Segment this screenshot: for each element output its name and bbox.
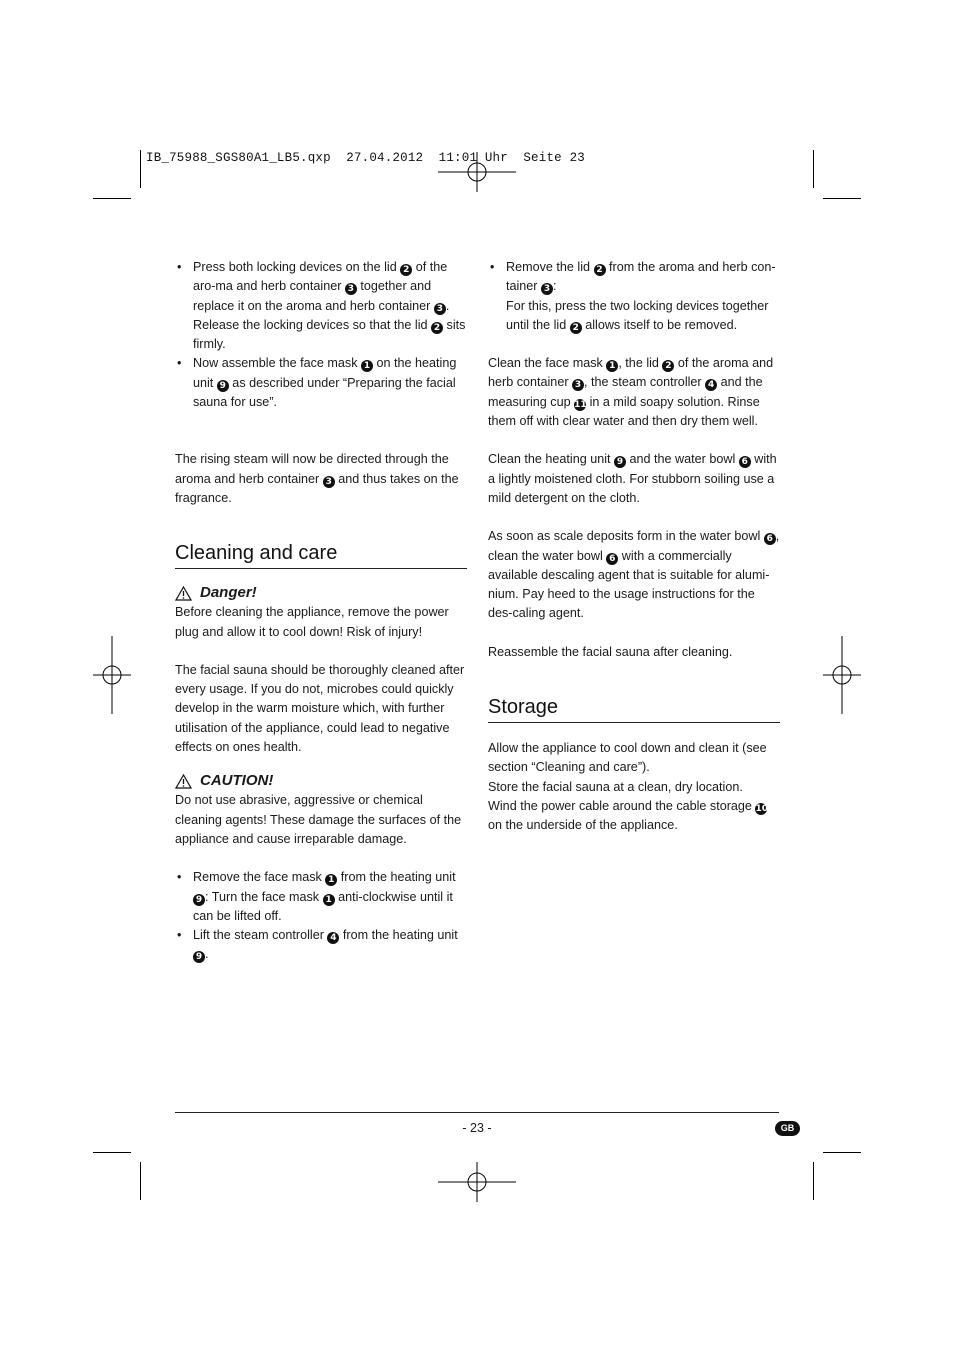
part-number: 9 [614, 456, 626, 468]
registration-mark-top [438, 152, 516, 192]
registration-mark-right [823, 636, 861, 714]
part-number: 9 [193, 951, 205, 963]
crop-mark [140, 1162, 141, 1200]
clean-heating-paragraph: Clean the heating unit 9 and the water bowl 6 with a lightly moistened cloth. For stubborn soiling use a mild detergent on the cloth. [488, 452, 777, 505]
part-number: 6 [764, 533, 776, 545]
crop-mark [140, 150, 141, 188]
part-number: 2 [431, 322, 443, 334]
part-number: 2 [594, 264, 606, 276]
crop-mark [813, 1162, 814, 1200]
crop-mark [823, 198, 861, 199]
crop-mark [93, 198, 131, 199]
part-number: 3 [323, 476, 335, 488]
steam-paragraph: The rising steam will now be directed through the aroma and herb container 3 and thus takes on the fragrance. [175, 452, 459, 505]
crop-mark [93, 1152, 131, 1153]
part-number: 1 [606, 360, 618, 372]
right-column [488, 258, 780, 836]
storage-heading: Storage [488, 694, 780, 723]
part-number: 3 [345, 283, 357, 295]
caution-text: Do not use abrasive, aggressive or chemical cleaning agents! These damage the surfaces of the appliance and cause irreparable damage. [175, 793, 462, 846]
part-number: 3 [541, 283, 553, 295]
part-number: 4 [705, 379, 717, 391]
part-number: 1 [325, 874, 337, 886]
part-number: 9 [217, 380, 229, 392]
list-item: • Now assemble the face mask 1 on the heating unit 9 as described under “Preparing the facial sauna for use”. [175, 354, 467, 412]
list-item: • Press both locking devices on the lid 2 of the aro-ma and herb container 3 together and replace it on the aroma and herb container 3 . Release the locking devices so that the lid 2 sits firmly. [175, 258, 467, 354]
cleaning-heading: Cleaning and care [175, 540, 467, 569]
danger-text: Before cleaning the appliance, remove the power plug and allow it to cool down! Risk of injury! [175, 605, 449, 639]
disassembly-list [175, 868, 467, 964]
storage-paragraph: Allow the appliance to cool down and clean it (see section “Cleaning and care”). [488, 741, 767, 775]
part-number: 6 [739, 456, 751, 468]
warning-triangle-icon [175, 774, 192, 789]
part-number: 3 [572, 379, 584, 391]
part-number: 3 [434, 303, 446, 315]
list-item: • Lift the steam controller 4 from the heating unit 9 . [175, 926, 467, 965]
part-number: 2 [400, 264, 412, 276]
storage-paragraph: Store the facial sauna at a clean, dry location. [488, 779, 743, 794]
part-number: 10 [755, 803, 768, 814]
part-number: 4 [327, 932, 339, 944]
caution-heading: CAUTION! [175, 771, 467, 791]
part-number: 2 [662, 360, 674, 372]
storage-paragraph: Wind the power cable around the cable storage 10 on the underside of the appliance. [488, 798, 768, 833]
danger-heading: Danger! [175, 583, 467, 603]
crop-mark [823, 1152, 861, 1153]
page-number: - 23 - [462, 1121, 492, 1135]
registration-mark-bottom [438, 1162, 516, 1202]
part-number: 1 [361, 360, 373, 372]
part-number: 1 [323, 894, 335, 906]
language-badge: GB [775, 1121, 800, 1136]
assembly-list [175, 258, 467, 412]
print-slug: IB_75988_SGS80A1_LB5.qxp 27.04.2012 11:01 Uhr Seite 23 [146, 151, 585, 165]
descaling-paragraph: As soon as scale deposits form in the water bowl 6 , clean the water bowl 6 with a commercially available descaling agent that is suitable for alumi-nium. Pay heed to the usage instructions for the des-caling agent. [488, 529, 780, 621]
warning-triangle-icon [175, 586, 192, 601]
list-item: • Remove the lid 2 from the aroma and herb con-tainer 3 : For this, press the two locking devices together until the lid 2 allows itself to be removed. [488, 258, 780, 335]
reassemble-paragraph: Reassemble the facial sauna after cleaning. [488, 644, 733, 659]
part-number: 11 [574, 399, 587, 410]
part-number: 9 [193, 894, 205, 906]
cleaning-paragraph: The facial sauna should be thoroughly cleaned after every usage. If you do not, microbes could quickly develop in the warm moisture which, with further utilisation of the appliance, could lead to negative effects on ones health. [175, 662, 465, 755]
crop-mark [813, 150, 814, 188]
registration-mark-left [93, 636, 131, 714]
list-item: • Remove the face mask 1 from the heating unit 9 : Turn the face mask 1 anti-clockwise until it can be lifted off. [175, 868, 467, 926]
footer-rule [175, 1112, 779, 1113]
part-number: 6 [606, 553, 618, 565]
left-column [175, 258, 467, 965]
clean-parts-paragraph: Clean the face mask 1 , the lid 2 of the aroma and herb container 3 , the steam controller 4 and the measuring cup 11 in a mild soapy solution. Rinse them off with clear water and then dry them well. [488, 356, 774, 429]
part-number: 2 [570, 322, 582, 334]
lid-removal-list [488, 258, 780, 335]
